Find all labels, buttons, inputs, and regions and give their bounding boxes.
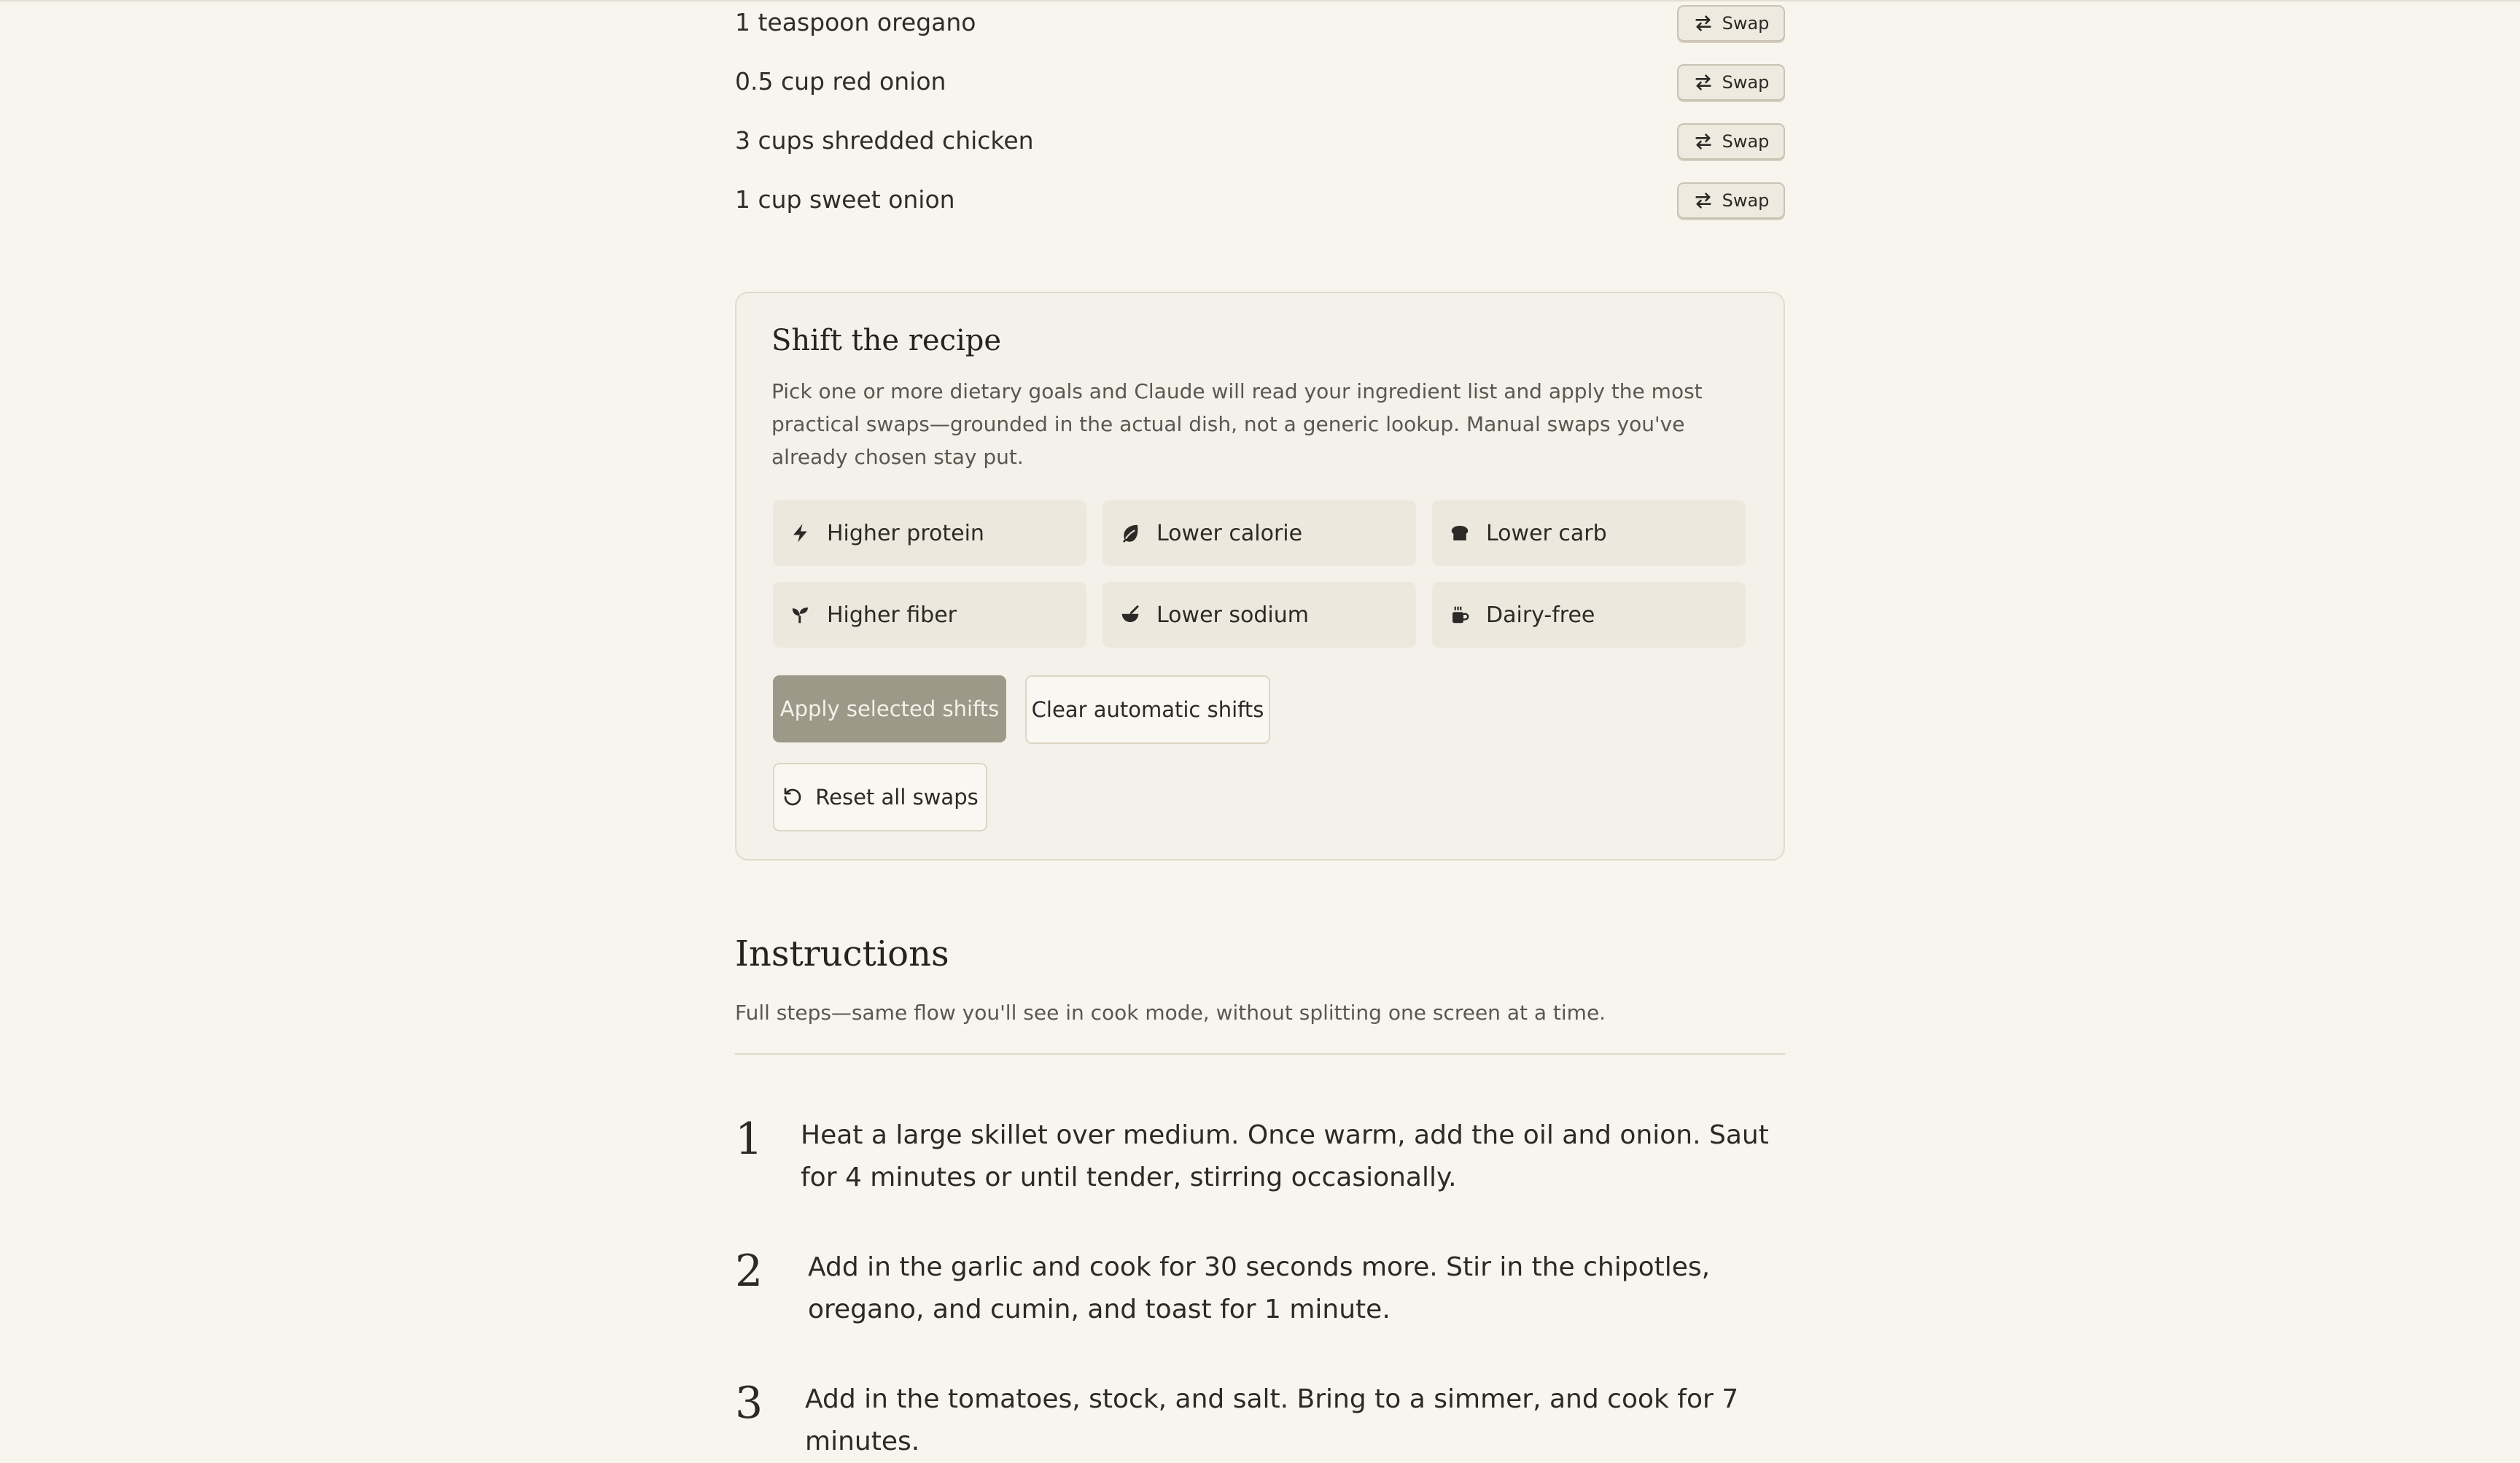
shift-recipe-description: Pick one or more dietary goals and Claude will read your ingredient list and apply the most practical swaps—grounded in the actual dish, not a generic lookup. Manual swaps you've already chosen stay put. bbox=[771, 379, 1703, 469]
mug-icon bbox=[1448, 603, 1471, 626]
step-number: 2 bbox=[735, 1246, 763, 1297]
swap-arrows-icon bbox=[1693, 131, 1714, 152]
goal-label: Higher protein bbox=[827, 520, 984, 546]
swap-button-label: Swap bbox=[1722, 13, 1770, 34]
swap-arrows-icon bbox=[1693, 72, 1714, 93]
goal-label: Higher fiber bbox=[827, 602, 957, 628]
goal-label: Lower calorie bbox=[1156, 520, 1303, 546]
bolt-icon bbox=[789, 521, 812, 545]
apply-shifts-button[interactable]: Apply selected shifts bbox=[773, 675, 1006, 742]
ingredient-list bbox=[735, 0, 1785, 241]
swap-button-label: Swap bbox=[1722, 72, 1770, 93]
step-text: Add in the tomatoes, stock, and salt. Bring to a simmer, and cook for 7 minutes. bbox=[805, 1384, 1739, 1456]
swap-button[interactable] bbox=[1677, 123, 1785, 160]
ingredient-row bbox=[735, 60, 1785, 104]
ingredient-text: 1 teaspoon oregano bbox=[735, 8, 976, 36]
instructions-title: Instructions bbox=[735, 934, 949, 974]
swap-arrows-icon bbox=[1693, 190, 1714, 211]
goal-higher-fiber[interactable] bbox=[773, 582, 1086, 648]
reset-swaps-label: Reset all swaps bbox=[815, 785, 979, 810]
step-number: 1 bbox=[735, 1114, 763, 1165]
ingredient-text: 3 cups shredded chicken bbox=[735, 126, 1034, 155]
goal-lower-calorie[interactable] bbox=[1102, 500, 1416, 566]
leaf-icon bbox=[1119, 521, 1142, 545]
swap-button[interactable] bbox=[1677, 5, 1785, 42]
step-text: Heat a large skillet over medium. Once warm, add the oil and onion. Saut for 4 minutes or until tender, stirring occasionally. bbox=[801, 1120, 1769, 1192]
goal-lower-carb[interactable] bbox=[1432, 500, 1746, 566]
goal-dairy-free[interactable] bbox=[1432, 582, 1746, 648]
clear-shifts-button[interactable]: Clear automatic shifts bbox=[1025, 675, 1270, 744]
sprout-icon bbox=[789, 603, 812, 626]
ingredient-row bbox=[735, 119, 1785, 163]
swap-button-label: Swap bbox=[1722, 131, 1770, 152]
swap-button-label: Swap bbox=[1722, 190, 1770, 211]
step-text: Add in the garlic and cook for 30 seconds more. Stir in the chipotles, oregano, and cumin, and toast for 1 minute. bbox=[808, 1252, 1711, 1324]
swap-button[interactable] bbox=[1677, 182, 1785, 219]
goal-higher-protein[interactable] bbox=[773, 500, 1086, 566]
instructions-divider bbox=[735, 1053, 1785, 1055]
ingredient-text: 1 cup sweet onion bbox=[735, 185, 955, 214]
ingredient-text: 0.5 cup red onion bbox=[735, 67, 946, 96]
swap-button[interactable] bbox=[1677, 64, 1785, 101]
swap-arrows-icon bbox=[1693, 13, 1714, 34]
goal-label: Lower sodium bbox=[1156, 602, 1310, 628]
ingredient-row bbox=[735, 178, 1785, 222]
bread-icon bbox=[1448, 521, 1471, 545]
recipe-column bbox=[735, 0, 1785, 1456]
bowl-icon bbox=[1119, 603, 1142, 626]
instructions-subtitle: Full steps—same flow you'll see in cook mode, without splitting one screen at a time. bbox=[735, 1001, 1606, 1025]
goal-label: Lower carb bbox=[1486, 520, 1607, 546]
shift-recipe-title: Shift the recipe bbox=[771, 324, 1002, 357]
ingredient-row bbox=[735, 1, 1785, 44]
goal-label: Dairy-free bbox=[1486, 602, 1595, 628]
reset-swaps-button[interactable] bbox=[773, 763, 987, 831]
goal-lower-sodium[interactable] bbox=[1102, 582, 1416, 648]
reset-icon bbox=[782, 786, 804, 808]
step-number: 3 bbox=[735, 1378, 763, 1429]
shift-recipe-card bbox=[735, 292, 1785, 861]
